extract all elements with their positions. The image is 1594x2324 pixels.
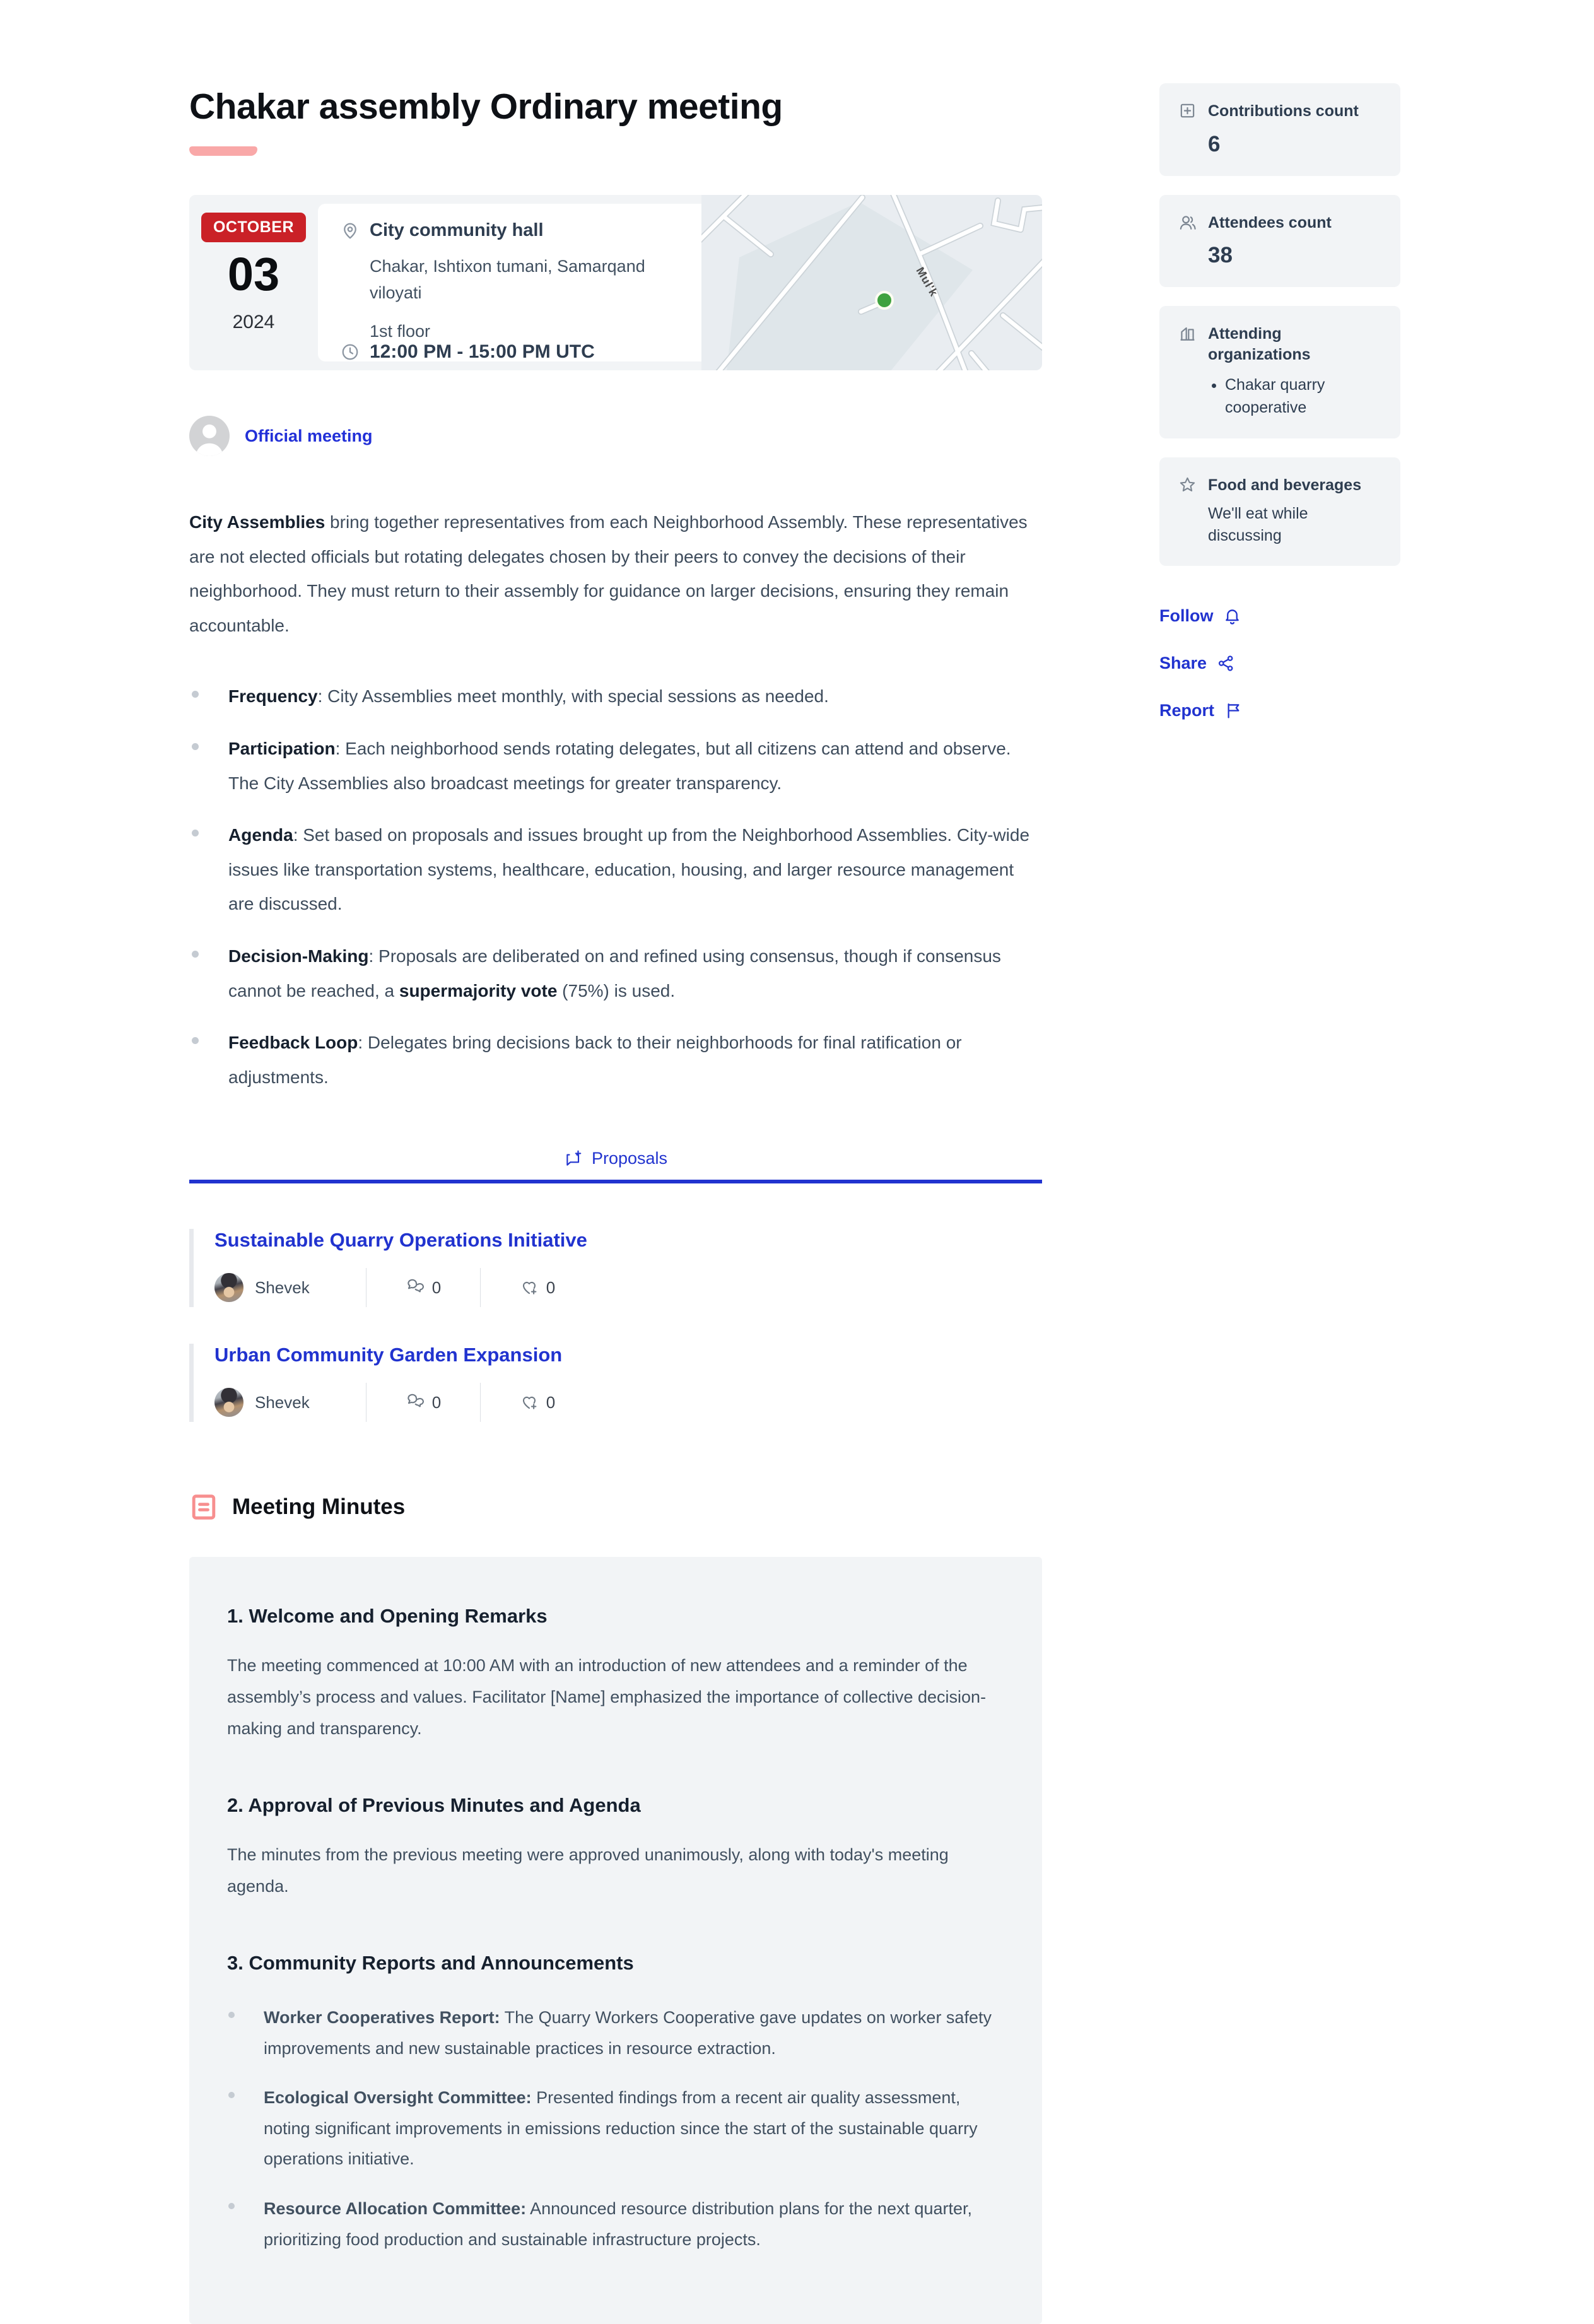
add-box-icon: [1178, 102, 1197, 120]
bullet-label: Agenda: [228, 825, 293, 845]
bullet-label: Feedback Loop: [228, 1033, 358, 1053]
attendees-count-card: [1159, 195, 1400, 288]
minutes-section-title: 3. Community Reports and Announcements: [227, 1952, 634, 1974]
meeting-info-card: [189, 195, 1042, 370]
services-card: [1159, 457, 1400, 566]
flag-icon: [1224, 701, 1243, 720]
proposal-meta: [214, 1268, 1042, 1307]
map-street-label: Mul'k: [913, 265, 941, 299]
proposal-title-link[interactable]: Sustainable Quarry Operations Initiative: [214, 1229, 587, 1252]
follow-button[interactable]: [1159, 606, 1400, 626]
minutes-document-icon: [189, 1493, 218, 1522]
bullet-text: Presented findings from a recent air quality assessment, noting significant improvements in emissions reduction since the start of the sustainable quarry operations initiative.: [264, 2088, 978, 2169]
sidebar-actions: [1159, 606, 1400, 720]
endorse-heart-icon: [520, 1393, 539, 1412]
bullet-strong: supermajority vote: [399, 980, 558, 1001]
meeting-time: 12:00 PM - 15:00 PM UTC: [370, 341, 595, 362]
contributions-count-card: [1159, 83, 1400, 176]
endorsements-count: [481, 1393, 594, 1412]
map-pin-icon: [341, 221, 360, 240]
attendees-value: 38: [1208, 243, 1233, 267]
card-label: Food and beverages: [1208, 476, 1362, 494]
author-avatar: [214, 1273, 243, 1302]
share-button[interactable]: [1159, 654, 1400, 673]
month-badge: OCTOBER: [201, 213, 306, 242]
minutes-heading: Meeting Minutes: [232, 1494, 406, 1520]
card-label: Contributions count: [1208, 102, 1359, 120]
endorsements-value: 0: [546, 1277, 556, 1297]
main-column: [189, 71, 1042, 2324]
endorsements-count: [481, 1278, 594, 1298]
location-floor: 1st floor: [370, 321, 431, 341]
report-button[interactable]: [1159, 701, 1400, 720]
official-meeting-row: [189, 416, 1042, 456]
card-label: Attendees count: [1208, 213, 1332, 232]
bullet-label: Worker Cooperatives Report:: [264, 2008, 500, 2027]
location-name: City community hall: [370, 220, 544, 240]
card-label: Attending organizations: [1208, 325, 1311, 363]
follow-label: Follow: [1159, 606, 1214, 625]
bullet-text: : City Assemblies meet monthly, with special sessions as needed.: [317, 686, 829, 707]
comments-count: [366, 1278, 480, 1298]
list-item: [189, 679, 1042, 714]
report-label: Report: [1159, 701, 1214, 720]
official-meeting-badge[interactable]: Official meeting: [245, 426, 373, 445]
proposals-icon: [564, 1149, 583, 1168]
share-icon: [1217, 654, 1235, 672]
day-number: 03: [227, 248, 280, 300]
minutes-section-body: The minutes from the previous meeting were approved unanimously, along with today's meeting agenda.: [227, 1845, 949, 1896]
minutes-section: [227, 1952, 1003, 2255]
proposal-meta: [214, 1383, 1042, 1422]
location-address: Chakar, Ishtixon tumani, Samarqand viloyati: [370, 257, 645, 302]
proposal-card: [189, 1344, 1042, 1422]
minutes-section-title: 1. Welcome and Opening Remarks: [227, 1605, 548, 1628]
minutes-heading-row: [189, 1493, 1042, 1522]
list-item: [227, 2082, 1003, 2174]
comments-value: 0: [431, 1277, 442, 1297]
author-name: Shevek: [255, 1277, 310, 1297]
attending-organizations-card: [1159, 306, 1400, 438]
author-name: Shevek: [255, 1392, 310, 1412]
endorse-heart-icon: [520, 1278, 539, 1297]
organization-building-icon: [1178, 324, 1197, 343]
title-underline-decoration: [189, 146, 257, 156]
year-label: 2024: [232, 312, 275, 332]
bullet-text: (75%) is used.: [557, 980, 676, 1001]
bullet-label: Ecological Oversight Committee:: [264, 2088, 532, 2108]
minutes-section: [227, 1794, 1003, 1903]
list-item: [189, 1026, 1042, 1095]
minutes-section-title: 2. Approval of Previous Minutes and Agenda: [227, 1794, 641, 1817]
comments-icon: [406, 1393, 425, 1412]
page-title: Chakar assembly Ordinary meeting: [189, 86, 783, 127]
list-item: [227, 2193, 1003, 2255]
share-label: Share: [1159, 654, 1207, 672]
comments-value: 0: [431, 1392, 442, 1412]
service-note: We'll eat while discussing: [1208, 505, 1308, 544]
intro-strong: City Assemblies: [189, 512, 325, 532]
bullet-label: Decision-Making: [228, 946, 369, 966]
tab-proposals[interactable]: [189, 1149, 1042, 1168]
list-item: [189, 732, 1042, 801]
bullet-label: Frequency: [228, 686, 318, 707]
bullet-text: : Set based on proposals and issues brought up from the Neighborhood Assemblies. City-wide issues like transportation systems, healthcare, education, housing, and larger resource management are discussed.: [228, 825, 1030, 914]
bell-icon: [1223, 607, 1241, 625]
star-icon: [1178, 476, 1197, 494]
list-item: [189, 818, 1042, 922]
comments-count: [366, 1393, 480, 1412]
bullet-label: Resource Allocation Committee:: [264, 2198, 527, 2218]
minutes-section: [227, 1605, 1003, 1745]
endorsements-value: 0: [546, 1392, 556, 1412]
minutes-bullet-list: [227, 2002, 1003, 2255]
organizations-list: [1214, 373, 1383, 420]
attendees-icon: [1178, 213, 1197, 232]
list-item: [227, 2002, 1003, 2063]
proposal-card: [189, 1229, 1042, 1307]
proposal-title-link[interactable]: Urban Community Garden Expansion: [214, 1344, 563, 1366]
tab-label: Proposals: [591, 1149, 668, 1168]
minutes-panel: [189, 1557, 1042, 2324]
intro-text: bring together representatives from each Neighborhood Assembly. These representatives are not elected officials but rotating delegates chosen by their peers to convey the decisions of their neighborhood. They must return to their assembly for guidance on larger decisions, ensuring they remain accountable.: [189, 512, 1028, 635]
clock-icon: [341, 343, 360, 361]
avatar-placeholder: [189, 416, 230, 456]
location-panel: [318, 204, 701, 361]
bullet-text: The Quarry Workers Cooperative gave updates on worker safety improvements and new sustainable practices in resource extraction.: [264, 2008, 992, 2058]
bullet-text: : Delegates bring decisions back to their neighborhoods for final ratification or adjustments.: [228, 1033, 962, 1087]
contributions-value: 6: [1208, 131, 1221, 156]
location-map[interactable]: [701, 195, 1042, 370]
author-avatar: [214, 1388, 243, 1417]
proposal-author[interactable]: [214, 1273, 366, 1302]
bullet-text: : Each neighborhood sends rotating delegates, but all citizens can attend and observe. The City Assemblies also broadcast meetings for greater transparency.: [228, 738, 1011, 793]
minutes-section-body: The meeting commenced at 10:00 AM with an introduction of new attendees and a reminder of the assembly’s process and values. Facilitator [Name] emphasized the importance of collective decision-making and transparency.: [227, 1656, 987, 1739]
tab-bar: [189, 1149, 1042, 1183]
bullet-text: Announced resource distribution plans for the next quarter, prioritizing food production and sustainable infrastructure projects.: [264, 2198, 973, 2249]
bullet-text: : Proposals are deliberated on and refined using consensus, though if consensus cannot be reached, a: [228, 946, 1001, 1001]
sidebar: [1159, 71, 1400, 2324]
map-marker: [876, 292, 893, 308]
bullet-label: Participation: [228, 738, 336, 758]
description-intro: [189, 505, 1042, 643]
proposal-author[interactable]: [214, 1388, 366, 1417]
organization-item: • Chakar quarry cooperative: [1225, 373, 1383, 420]
date-block: [189, 195, 318, 370]
list-item: [189, 939, 1042, 1008]
comments-icon: [406, 1278, 425, 1297]
description-bullet-list: [189, 679, 1042, 1095]
